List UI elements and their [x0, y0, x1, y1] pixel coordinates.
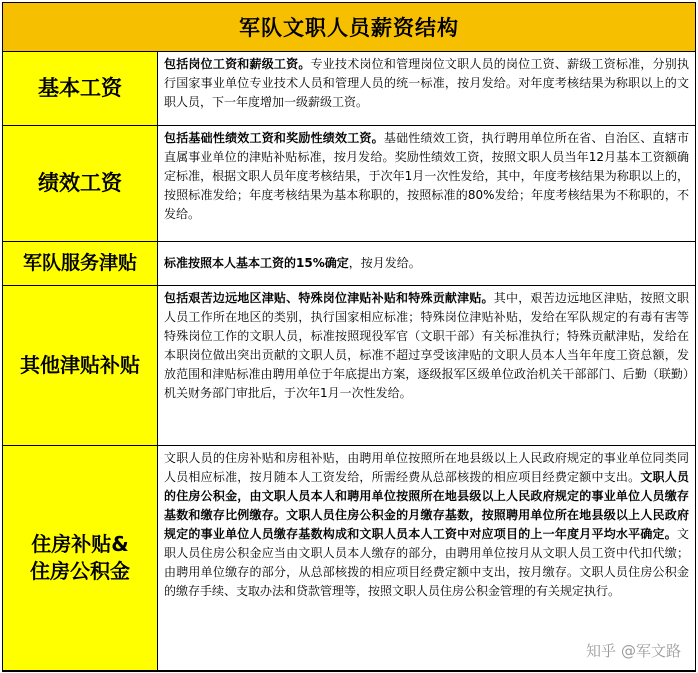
row-content-military-allowance [158, 242, 695, 285]
salary-structure-table [2, 2, 696, 672]
row-content-other-allowances [158, 286, 695, 445]
row-content-housing [158, 446, 695, 670]
row-content-text: ，按月发给。 [348, 256, 421, 270]
table-title: 军队文职人员薪资结构 [3, 3, 695, 52]
row-content-text: 文职人员的住房补贴和房租补贴，由聘用单位按照所在地县级以上人民政府规定的事业单位同类同人员相应标准，按月随本人工资发给，所需经费从总部核拨的相应项目经费定额中支出。 [164, 451, 689, 484]
row-content-text: 其中，艰苦边远地区津贴，按照文职人员工作所在地区的类别，执行国家相应标准；特殊岗位津贴补贴，发给在军队规定的有毒有害等特殊岗位工作的文职人员，标准按照现役军官（文职干部）有关标准执行；特殊贡献津贴，发给在本职岗位做出突出贡献的文职人员，标准不超过享受该津贴的文职人员本人当年年度工资总额，发放范围和津贴标准由聘用单位于年底提出方案，逐级报军区级单位政治机关干部部门、后勤（联勤）机关财务部门审批后，于次年1月一次性发给。 [164, 291, 689, 400]
row-label-basic-salary: 基本工资 [3, 52, 158, 125]
row-label-other-allowances: 其他津贴补贴 [3, 286, 158, 445]
row-content-bold: 包括基础性绩效工资和奖励性绩效工资。 [164, 131, 384, 145]
row-content-bold: 包括艰苦边远地区津贴、特殊岗位津贴补贴和特殊贡献津贴。 [164, 291, 494, 305]
watermark-site: 知乎 [585, 642, 616, 660]
row-content-bold: 包括岗位工资和薪级工资。 [164, 57, 311, 71]
watermark [586, 640, 681, 661]
table-row [3, 446, 695, 671]
table-row [3, 52, 695, 126]
row-label-housing [3, 446, 158, 670]
table-row [3, 126, 695, 242]
watermark-author: @军文路 [620, 642, 681, 660]
table-row [3, 286, 695, 446]
row-label-performance-salary: 绩效工资 [3, 126, 158, 241]
row-content-performance-salary [158, 126, 695, 241]
row-content-bold: 文职人员的住房公积金，由文职人员本人和聘用单位按照所在地县级以上人民政府规定的事业单位人员缴存基数和缴存比例缴存。文职人员住房公积金的月缴存基数，按照聘用单位所在地县级以上人民政府规定的事业单位人员缴存基数构成和文职人员本人工资中对应项目的上一年度月平均水平确定。 [164, 470, 689, 541]
row-label-military-allowance: 军队服务津贴 [3, 242, 158, 285]
row-label-line: 住房补贴& [31, 532, 129, 556]
table-row [3, 242, 695, 286]
row-label-line: 住房公积金 [30, 559, 130, 583]
row-content-text: 文职人员住房公积金应当由文职人员本人缴存的部分，由聘用单位按月从文职人员工资中代扣代缴；由聘用单位缴存的部分，从总部核拨的相应项目经费定额中支出，按月缴存。文职人员住房公积金的缴存手续、支取办法和贷款管理等，按照文职人员住房公积金管理的有关规定执行。 [164, 527, 689, 598]
row-content-bold: 标准按照本人基本工资的15%确定 [164, 256, 349, 270]
row-content-text: 专业技术岗位和管理岗位文职人员的岗位工资、薪级工资标准，分别执行国家事业单位专业技术人员和管理人员的统一标准，按月发给。对年度考核结果为称职以上的文职人员，下一年度增加一级薪级工资。 [164, 57, 689, 109]
row-content-basic-salary [158, 52, 695, 125]
row-content-text: 基础性绩效工资，执行聘用单位所在省、自治区、直辖市直属事业单位的津贴补贴标准，按月发给。奖励性绩效工资，按照文职人员当年12月基本工资额确定标准，根据文职人员年度考核结果，于次年1月一次性发给，其中，年度考核结果为称职以上的，按照标准发给；年度考核结果为基本称职的，按照标准的80%发给；年度考核结果为不称职的，不发给。 [164, 131, 689, 221]
